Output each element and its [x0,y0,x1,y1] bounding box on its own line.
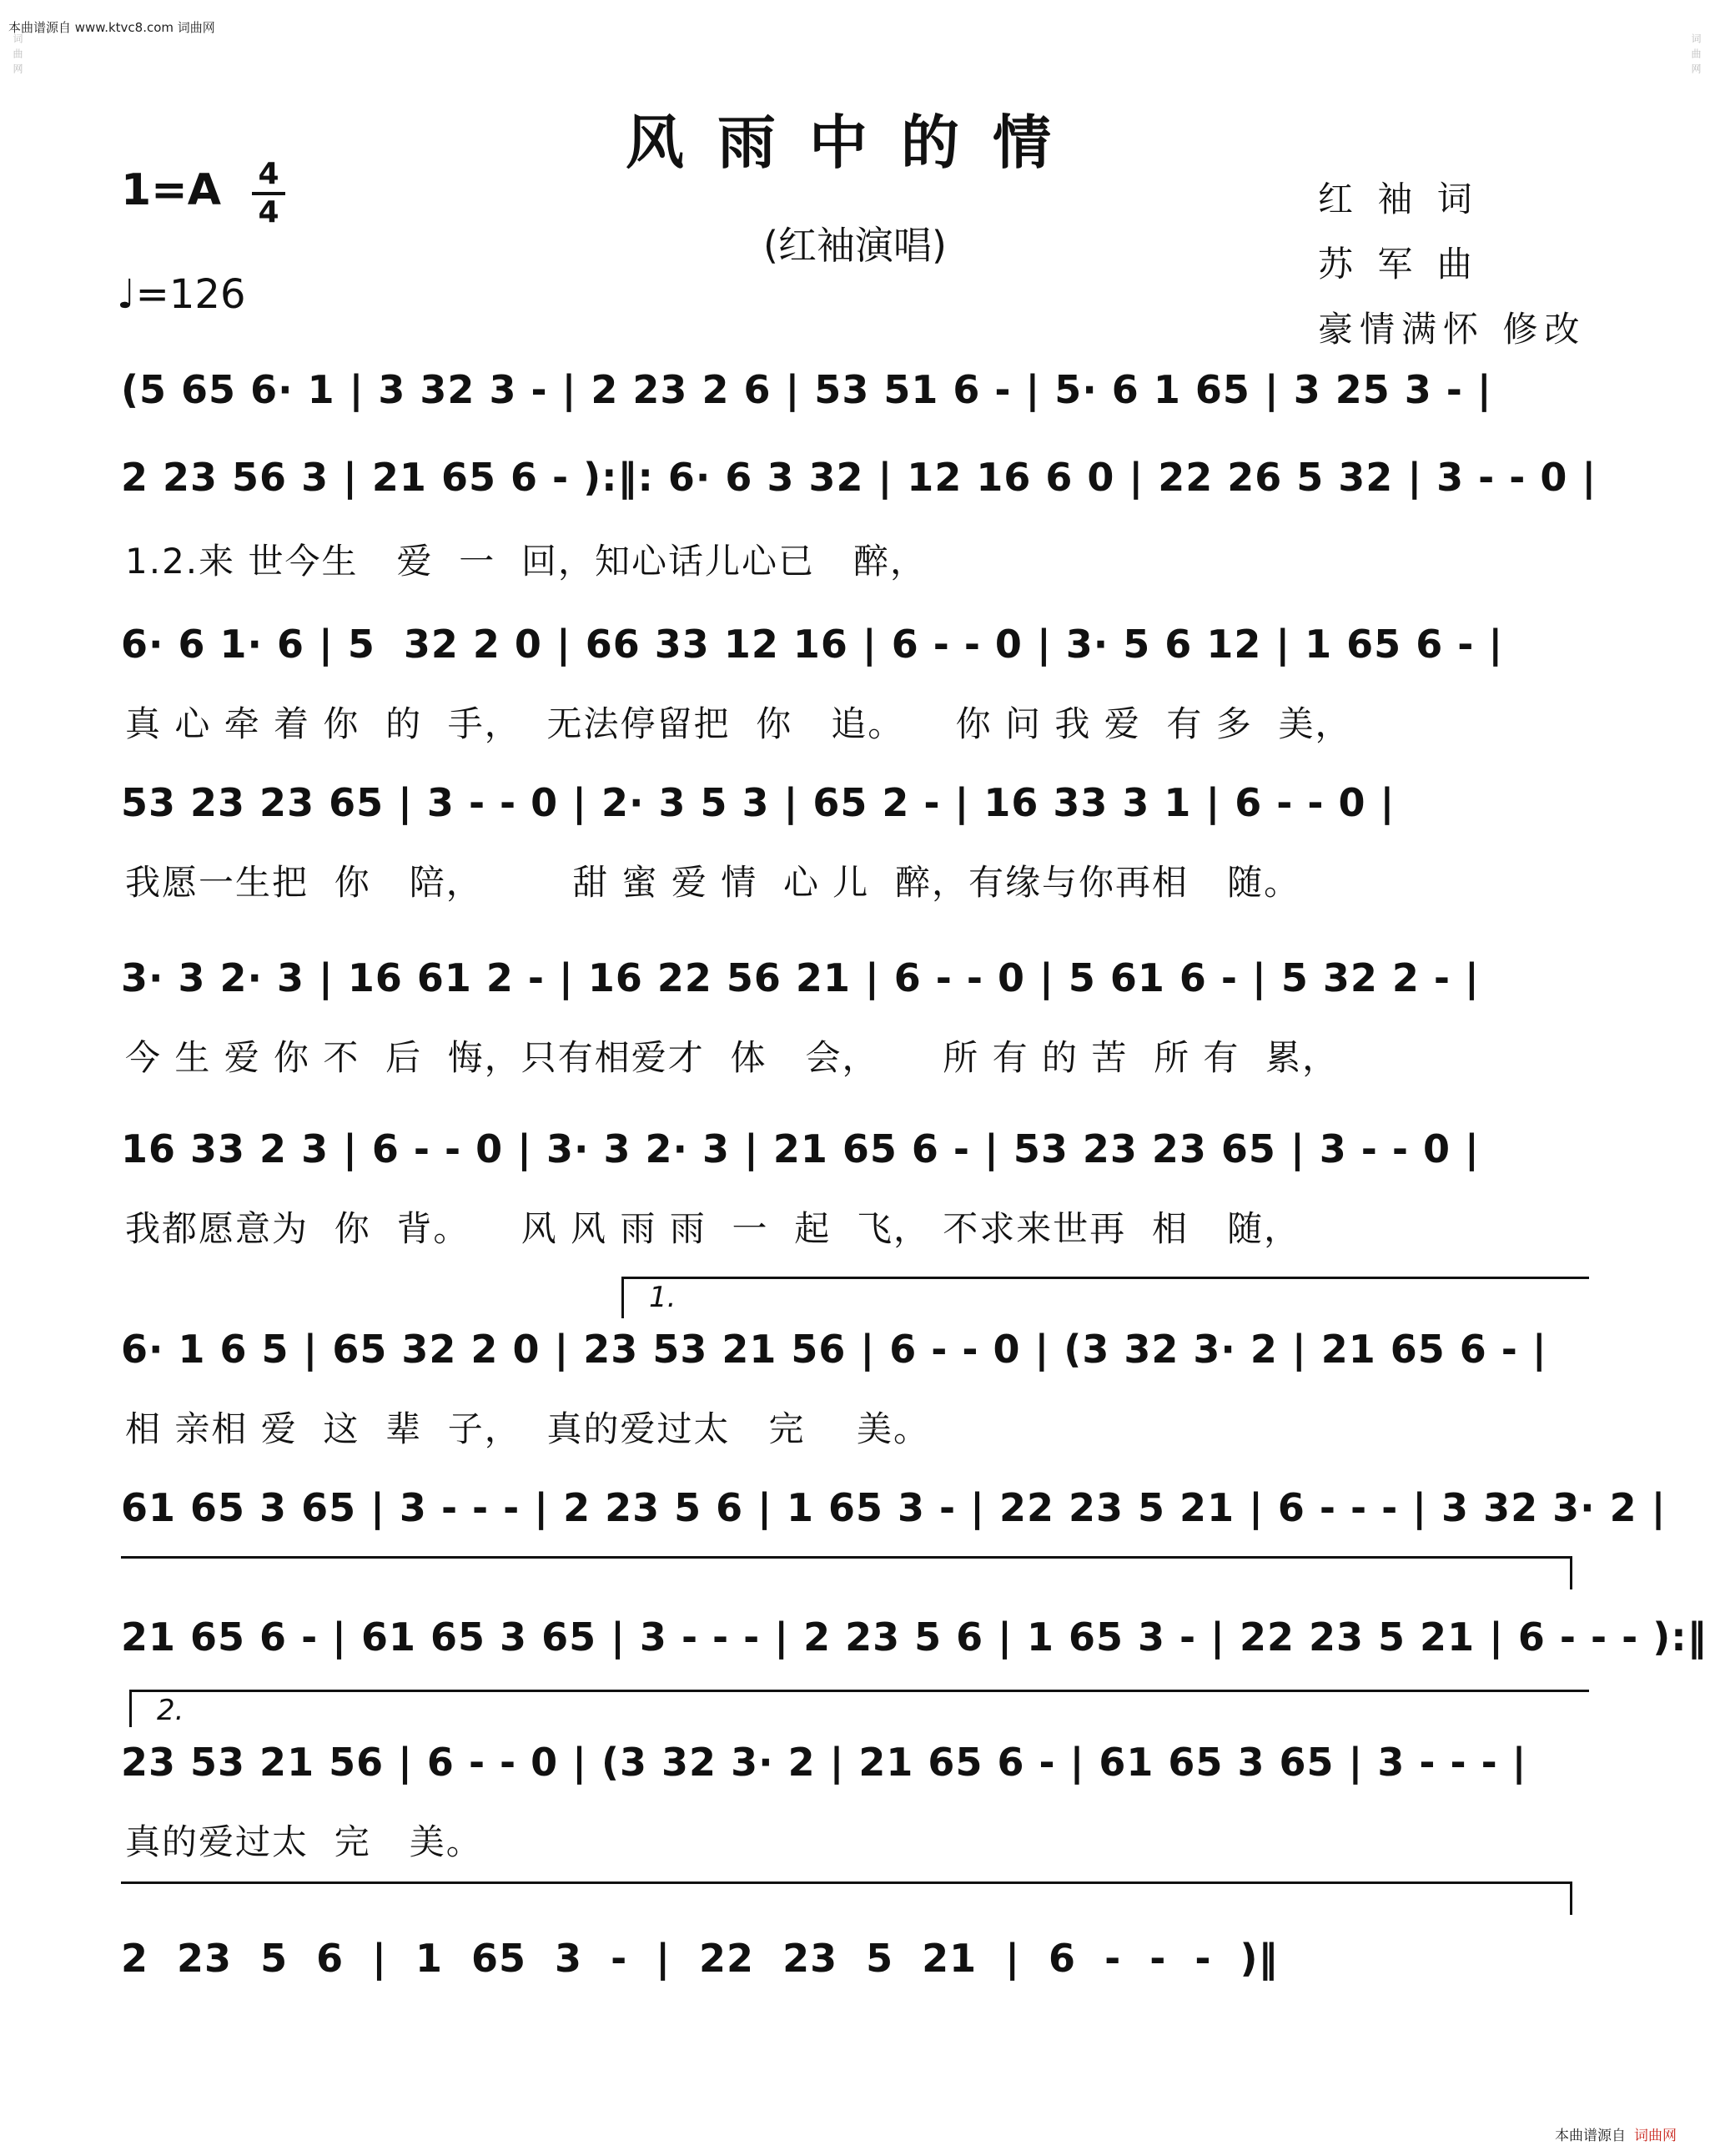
lyric-line-6: 我都愿意为 你 背。 风 风 雨 雨 一 起 飞， 不求来世再 相 随， [125,1208,1301,1249]
time-signature-top: 4 [258,157,279,191]
lyric-line-10: 真的爱过太 完 美。 [125,1821,483,1862]
lyric-line-4: 我愿一生把 你 陪， 甜 蜜 爱 情 心 儿 醉，有缘与你再相 随。 [125,862,1301,903]
song-title: 风雨中的情 [626,108,1084,177]
notation-line-4: 53 23 23 65 | 3 - - 0 | 2· 3 5 3 | 65 2 - | 16 33 3 1 | 6 - - 0 | [121,780,1396,825]
header-source-note: 本曲谱源自 www.ktvc8.com 词曲网 [8,20,215,35]
composer-credit: 苏 军 曲 [1318,244,1479,285]
lyric-line-7: 相 亲相 爱 这 辈 子， 真的爱过太 完 美。 [125,1408,930,1449]
time-signature-bottom: 4 [258,195,279,229]
notation-line-9: 21 65 6 - | 61 65 3 65 | 3 - - - | 2 23 5 6 | 1 65 3 - | 22 23 5 21 | 6 - - - ):‖ [121,1614,1707,1660]
coda-bracket-tick [1570,1881,1572,1915]
footer-source-note [1555,2123,1677,2144]
arranger-credit: 豪情满怀 修改 [1318,309,1587,350]
footer-brand: 词曲网 [1634,2128,1677,2144]
volta-1-continuation-tick [1570,1556,1572,1589]
left-watermark-strip: 词曲网 [12,33,23,78]
key-signature: 1=A [121,165,221,215]
volta-2-bracket [129,1690,1589,1692]
volta-1-bracket-tick [621,1277,624,1318]
notation-line-8: 61 65 3 65 | 3 - - - | 2 23 5 6 | 1 65 3 - | 22 23 5 21 | 6 - - - | 3 32 3· 2 | [121,1485,1667,1530]
song-subtitle: (红袖演唱) [763,223,947,268]
notation-line-7: 6· 1 6 5 | 65 32 2 0 | 23 53 21 56 | 6 - - 0 | (3 32 3· 2 | 21 65 6 - | [121,1327,1547,1372]
volta-1-label: 1. [649,1281,676,1314]
notation-line-11: 2 23 5 6 | 1 65 3 - | 22 23 5 21 | 6 - - - )‖ [121,1936,1279,1981]
credits [1318,167,1586,362]
notation-line-2: 2 23 56 3 | 21 65 6 - ):‖: 6· 6 3 32 | 12 16 6 0 | 22 26 5 32 | 3 - - 0 | [121,455,1597,500]
volta-2-bracket-tick [129,1690,132,1727]
notation-line-6: 16 33 2 3 | 6 - - 0 | 3· 3 2· 3 | 21 65 6 - | 53 23 23 65 | 3 - - 0 | [121,1126,1480,1171]
time-signature [252,159,285,229]
volta-1-continuation [121,1556,1572,1559]
notation-line-5: 3· 3 2· 3 | 16 61 2 - | 16 22 56 21 | 6 - - 0 | 5 61 6 - | 5 32 2 - | [121,955,1480,1000]
lyricist-credit: 红 袖 词 [1318,179,1479,219]
lyric-line-5: 今 生 爱 你 不 后 悔，只有相爱才 体 会， 所 有 的 苦 所 有 累， [125,1037,1340,1078]
notation-line-1: (5 65 6· 1 | 3 32 3 - | 2 23 2 6 | 53 51 6 - | 5· 6 1 65 | 3 25 3 - | [121,367,1492,412]
coda-bracket [121,1881,1572,1884]
volta-2-label: 2. [157,1694,184,1727]
tempo-marking: ♩=126 [117,271,246,318]
lyric-line-2: 1.2.来 世今生 爱 一 回，知心话儿心已 醉， [125,541,928,582]
notation-line-3: 6· 6 1· 6 | 5 32 2 0 | 66 33 12 16 | 6 - - 0 | 3· 5 6 12 | 1 65 6 - | [121,622,1504,667]
footer-source-text: 本曲谱源自 [1555,2128,1626,2144]
notation-line-10: 23 53 21 56 | 6 - - 0 | (3 32 3· 2 | 21 65 6 - | 61 65 3 65 | 3 - - - | [121,1740,1527,1785]
lyric-line-3: 真 心 牵 着 你 的 手， 无法停留把 你 追。 你 问 我 爱 有 多 美， [125,703,1352,744]
volta-1-bracket [621,1277,1589,1279]
right-watermark-strip: 词曲网 [1690,33,1702,78]
